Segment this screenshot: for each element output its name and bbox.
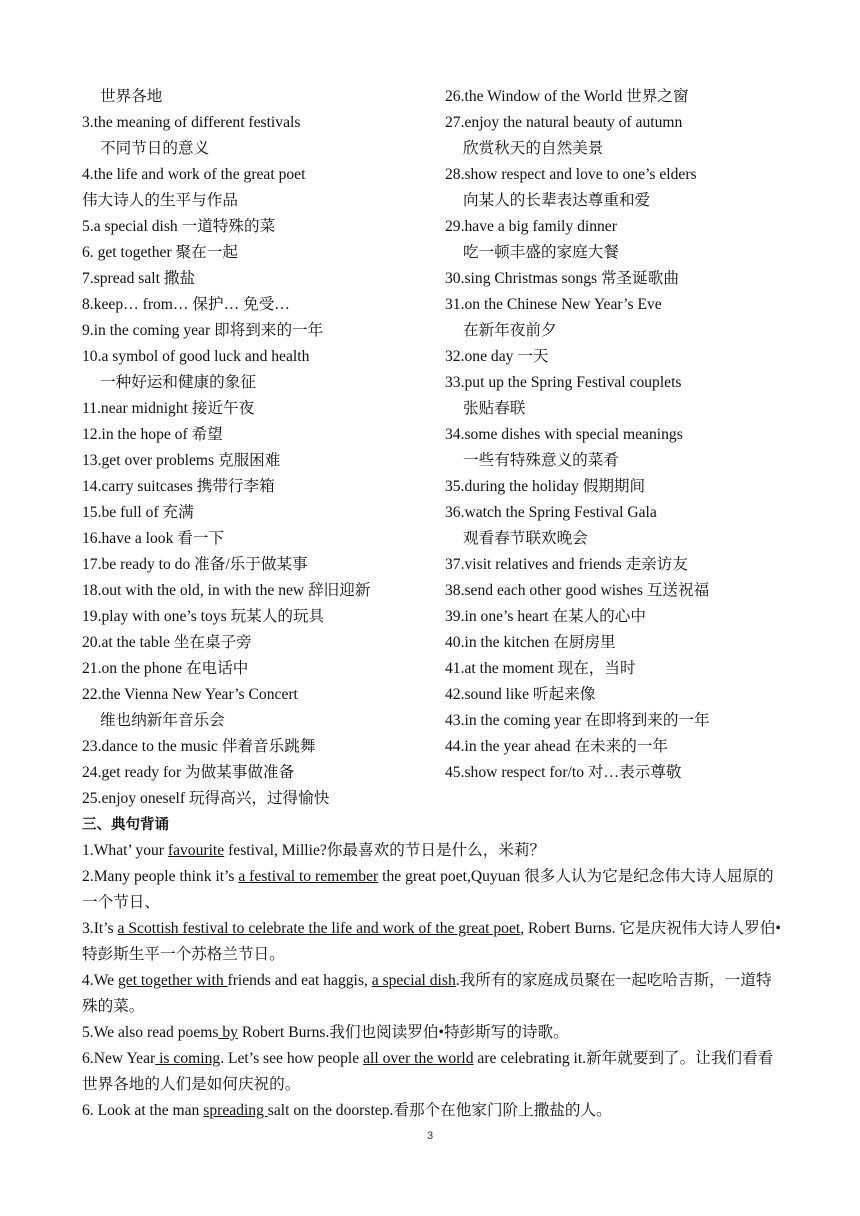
phrase-line: 39.in one’s heart 在某人的心中 — [445, 608, 646, 625]
phrase-line: 13.get over problems 克服困难 — [82, 452, 281, 469]
sentence-text: 1.What’ your — [82, 842, 168, 859]
phrase-line: 世界各地 — [100, 88, 163, 105]
phrase-line: 35.during the holiday 假期期间 — [445, 478, 646, 495]
section-heading: 三、典句背诵 — [82, 817, 169, 833]
phrase-line: 4.the life and work of the great poet — [82, 166, 306, 183]
phrase-line: 维也纳新年音乐会 — [100, 712, 225, 729]
phrase-line: 9.in the coming year 即将到来的一年 — [82, 322, 324, 339]
phrase-line: 26.the Window of the World 世界之窗 — [445, 88, 689, 105]
sentence-text: 4.We — [82, 972, 118, 989]
phrase-line: 张贴春联 — [463, 400, 526, 417]
phrase-line: 7.spread salt 撒盐 — [82, 270, 196, 287]
sentence-text: 6. Look at the man — [82, 1102, 204, 1119]
sentence — [82, 838, 782, 864]
phrase-line: 不同节日的意义 — [100, 140, 210, 157]
phrase-line: 吃一顿丰盛的家庭大餐 — [463, 244, 619, 261]
phrase-line: 在新年夜前夕 — [463, 322, 557, 339]
sentence-text: 5.We also read poems — [82, 1024, 219, 1041]
sentence — [82, 1098, 782, 1124]
phrase-line: 28.show respect and love to one’s elders — [445, 166, 697, 183]
sentence — [82, 916, 782, 968]
sentence-text: 3.It’s — [82, 920, 118, 937]
page-number: 3 — [426, 1130, 434, 1142]
sentence-text: .我所有的家庭成员聚在一起吃哈吉斯，一道特殊的菜。 — [82, 972, 772, 1015]
phrase-line: 19.play with one’s toys 玩某人的玩具 — [82, 608, 325, 625]
phrase-line: 伟大诗人的生平与作品 — [82, 192, 238, 209]
phrase-line: 31.on the Chinese New Year’s Eve — [445, 296, 662, 313]
phrase-line: 38.send each other good wishes 互送祝福 — [445, 582, 710, 599]
phrase-list-left — [82, 84, 432, 812]
sentence-text: are celebrating it.新年就要到了。让我们看看世界各地的人们是如何庆祝的。 — [82, 1050, 774, 1093]
phrase-line: 23.dance to the music 伴着音乐跳舞 — [82, 738, 316, 755]
sentence-list — [82, 838, 782, 1124]
underlined-phrase: all over the world — [363, 1050, 474, 1067]
underlined-phrase: a festival to remember — [238, 868, 379, 885]
sentence-text: , Robert Burns. 它是庆祝伟大诗人罗伯•特彭斯生平一个苏格兰节日。 — [82, 920, 781, 963]
phrase-line: 12.in the hope of 希望 — [82, 426, 223, 443]
phrase-line: 11.near midnight 接近午夜 — [82, 400, 255, 417]
key-sentences-section — [82, 812, 782, 1124]
underlined-phrase: is coming — [155, 1050, 221, 1067]
underlined-phrase: favourite — [167, 842, 225, 859]
phrase-line: 40.in the kitchen 在厨房里 — [445, 634, 616, 651]
sentence — [82, 1020, 782, 1046]
phrase-line: 一些有特殊意义的菜肴 — [463, 452, 619, 469]
underlined-phrase: spreading — [203, 1102, 268, 1119]
underlined-phrase: a Scottish festival to celebrate the life and work of the great poet — [117, 920, 521, 937]
phrase-line: 8.keep… from… 保护… 免受… — [82, 296, 290, 313]
phrase-list-right — [445, 84, 805, 786]
sentence-text: 6.New Year — [82, 1050, 156, 1067]
phrase-line: 向某人的长辈表达尊重和爱 — [463, 192, 651, 209]
phrase-line: 29.have a big family dinner — [445, 218, 617, 235]
phrase-line: 一种好运和健康的象征 — [100, 374, 256, 391]
phrase-line: 3.the meaning of different festivals — [82, 114, 301, 131]
phrase-line: 42.sound like 听起来像 — [445, 686, 596, 703]
sentence-text: . Let’s see how people — [220, 1050, 364, 1067]
phrase-line: 14.carry suitcases 携带行李箱 — [82, 478, 275, 495]
sentence — [82, 864, 782, 916]
phrase-line: 36.watch the Spring Festival Gala — [445, 504, 657, 521]
phrase-line: 22.the Vienna New Year’s Concert — [82, 686, 298, 703]
phrase-line: 欣赏秋天的自然美景 — [463, 140, 604, 157]
phrase-line: 17.be ready to do 准备/乐于做某事 — [82, 556, 308, 573]
sentence-text: the great poet,Quyuan 很多人认为它是纪念伟大诗人屈原的一个节日、 — [82, 868, 774, 911]
phrase-line: 27.enjoy the natural beauty of autumn — [445, 114, 683, 131]
phrase-line: 32.one day 一天 — [445, 348, 549, 365]
underlined-phrase: get together with — [117, 972, 228, 989]
sentence-text: 2.Many people think it’s — [82, 868, 239, 885]
sentence — [82, 968, 782, 1020]
phrase-line: 44.in the year ahead 在未来的一年 — [445, 738, 669, 755]
phrase-line: 41.at the moment 现在，当时 — [445, 660, 636, 677]
phrase-line: 5.a special dish 一道特殊的菜 — [82, 218, 276, 235]
phrase-line: 30.sing Christmas songs 常圣诞歌曲 — [445, 270, 679, 287]
phrase-line: 24.get ready for 为做某事做准备 — [82, 764, 295, 781]
phrase-line: 观看春节联欢晚会 — [463, 530, 588, 547]
phrase-line: 21.on the phone 在电话中 — [82, 660, 249, 677]
sentence — [82, 1046, 782, 1098]
phrase-line: 45.show respect for/to 对…表示尊敬 — [445, 764, 682, 781]
phrase-line: 6. get together 聚在一起 — [82, 244, 238, 261]
phrase-line: 25.enjoy oneself 玩得高兴，过得愉快 — [82, 790, 330, 807]
phrase-line: 43.in the coming year 在即将到来的一年 — [445, 712, 710, 729]
phrase-line: 18.out with the old, in with the new 辞旧迎新 — [82, 582, 371, 599]
sentence-text: friends and eat haggis, — [227, 972, 372, 989]
phrase-line: 10.a symbol of good luck and health — [82, 348, 310, 365]
phrase-line: 34.some dishes with special meanings — [445, 426, 683, 443]
underlined-phrase: a special dish — [371, 972, 456, 989]
sentence-text: salt on the doorstep.看那个在他家门阶上撒盐的人。 — [267, 1102, 612, 1119]
sentence-text: Robert Burns.我们也阅读罗伯•特彭斯写的诗歌。 — [237, 1024, 569, 1041]
phrase-line: 15.be full of 充满 — [82, 504, 194, 521]
phrase-line: 37.visit relatives and friends 走亲访友 — [445, 556, 688, 573]
phrase-line: 33.put up the Spring Festival couplets — [445, 374, 682, 391]
sentence-text: festival, Millie?你最喜欢的节日是什么，米莉？ — [224, 842, 546, 859]
phrase-line: 16.have a look 看一下 — [82, 530, 225, 547]
phrase-line: 20.at the table 坐在桌子旁 — [82, 634, 252, 651]
underlined-phrase: by — [218, 1024, 238, 1041]
